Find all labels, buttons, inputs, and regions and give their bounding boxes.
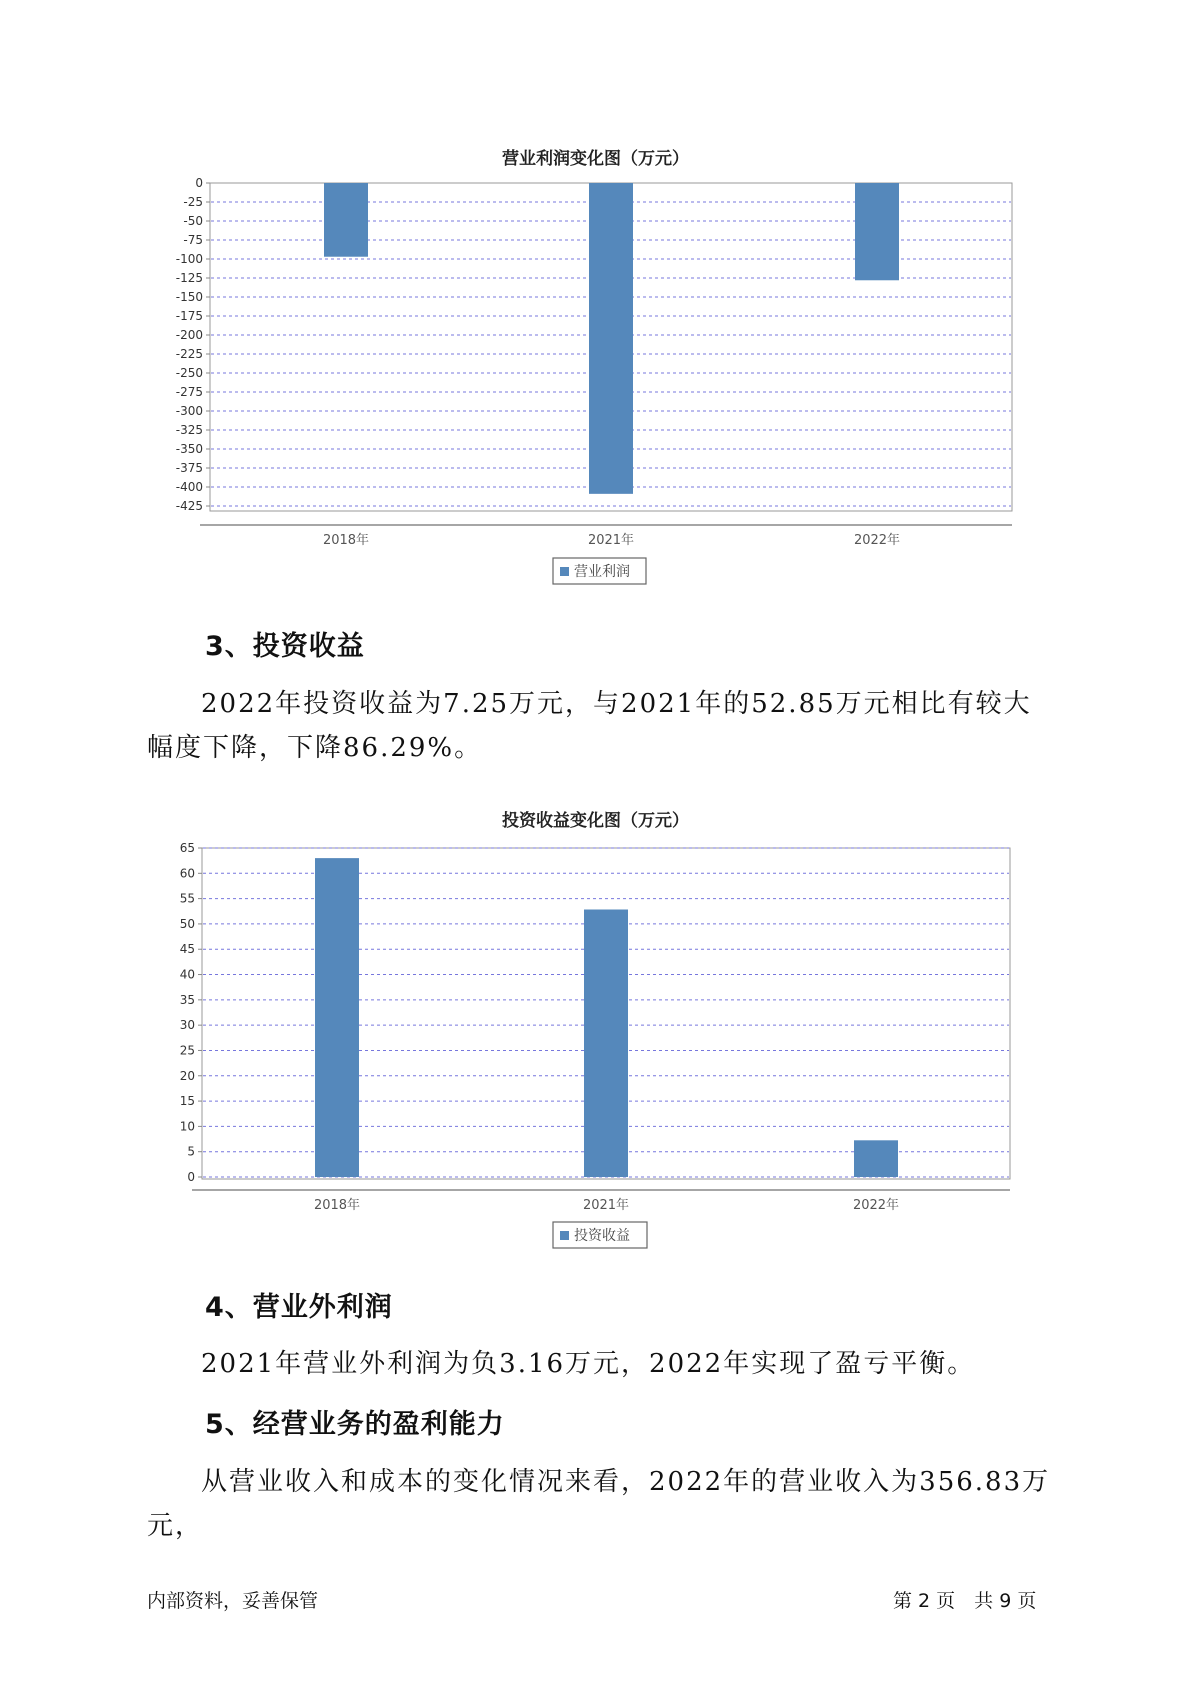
y-tick-label: 20 — [179, 1068, 195, 1083]
y-tick-label: 5 — [187, 1144, 195, 1159]
y-tick-label: -75 — [183, 233, 203, 247]
x-category-label: 2022年 — [853, 533, 901, 548]
x-category-label: 2018年 — [322, 533, 370, 548]
section-text-investment-income: 2022年投资收益为7.25万元，与2021年的52.85万元相比有较大幅度下降，下降86.29%。 — [147, 689, 1032, 763]
y-tick-label: -175 — [175, 309, 203, 323]
bar — [584, 909, 628, 1177]
y-tick-label: -350 — [175, 442, 203, 456]
y-tick-label: -100 — [175, 252, 203, 266]
y-tick-label: -325 — [175, 423, 203, 437]
y-tick-label: 10 — [179, 1119, 195, 1134]
y-tick-label: -275 — [175, 385, 203, 399]
y-tick-label: 0 — [195, 176, 203, 190]
y-tick-label: 0 — [187, 1170, 195, 1184]
x-category-label: 2018年 — [313, 1198, 361, 1213]
x-category-label: 2022年 — [852, 1198, 900, 1213]
y-tick-label: 45 — [179, 942, 195, 957]
y-tick-label: -375 — [175, 461, 203, 475]
bar — [854, 1140, 898, 1177]
y-tick-label: -150 — [175, 290, 203, 304]
legend-label: 投资收益 — [574, 1228, 630, 1244]
legend-label: 营业利润 — [574, 564, 630, 580]
y-tick-label: -125 — [175, 271, 203, 285]
y-tick-label: 55 — [179, 891, 195, 906]
y-tick-label: -200 — [175, 328, 203, 342]
chart2-title: 投资收益变化图（万元） — [502, 811, 689, 831]
y-tick-label: -425 — [175, 499, 203, 513]
y-tick-label: 25 — [179, 1043, 195, 1058]
y-tick-label: -250 — [175, 366, 203, 380]
footer-page-number: 第 2 页 共 9 页 — [893, 1590, 1037, 1612]
section-heading-investment-income: 3、投资收益 — [205, 631, 365, 662]
y-tick-label: -25 — [183, 195, 203, 209]
footer-confidential: 内部资料，妥善保管 — [147, 1590, 319, 1612]
bar — [315, 858, 359, 1177]
y-tick-label: 60 — [179, 866, 195, 881]
section-text-non-operating-profit: 2021年营业外利润为负3.16万元，2022年实现了盈亏平衡。 — [201, 1349, 976, 1379]
section-text-profitability: 从营业收入和成本的变化情况来看，2022年的营业收入为356.83万元， — [147, 1467, 1051, 1541]
y-tick-label: 50 — [179, 916, 195, 931]
y-tick-label: 40 — [179, 967, 195, 982]
chart1-title: 营业利润变化图（万元） — [502, 149, 689, 169]
y-tick-label: 65 — [179, 841, 195, 855]
y-tick-label: 30 — [179, 1018, 195, 1033]
legend-swatch — [560, 1231, 569, 1240]
section-heading-non-operating-profit: 4、营业外利润 — [205, 1292, 393, 1323]
x-category-label: 2021年 — [587, 533, 635, 548]
y-tick-label: -400 — [175, 480, 203, 494]
y-tick-label: 15 — [179, 1094, 195, 1109]
section-heading-profitability: 5、经营业务的盈利能力 — [205, 1409, 505, 1440]
x-category-label: 2021年 — [582, 1198, 630, 1213]
y-tick-label: 35 — [179, 992, 195, 1007]
y-tick-label: -50 — [183, 214, 203, 228]
y-tick-label: -225 — [175, 347, 203, 361]
y-tick-label: -300 — [175, 404, 203, 418]
